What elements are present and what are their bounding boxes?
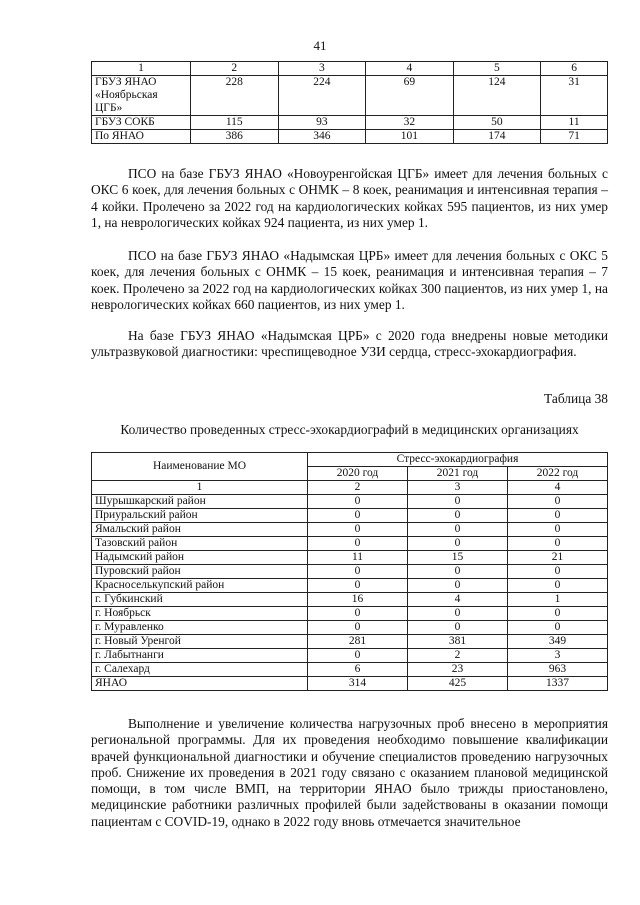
table-row [92, 76, 608, 116]
table-cell: 93 [278, 116, 366, 130]
table-cell: 1 [508, 593, 608, 607]
table-row [92, 509, 608, 523]
table-cell: 0 [308, 621, 408, 635]
table-cell: 0 [308, 579, 408, 593]
column-header-mo: Наименование МО [92, 453, 308, 481]
table-cell: 0 [508, 537, 608, 551]
table-cell: 4 [408, 593, 508, 607]
table-cell: 0 [408, 495, 508, 509]
table-cell: 6 [308, 663, 408, 677]
table-cell: 15 [408, 551, 508, 565]
table-cell: 228 [191, 76, 279, 116]
table-cell: 963 [508, 663, 608, 677]
table-cell: 6 [541, 62, 608, 76]
table-cell: 0 [308, 523, 408, 537]
table-cell: 2 [408, 649, 508, 663]
table-label: Таблица 38 [544, 391, 608, 406]
table-cell: г. Ноябрьск [92, 607, 308, 621]
table-cell: 174 [453, 130, 541, 144]
table-cell: 0 [308, 565, 408, 579]
table-cell: г. Лабытнанги [92, 649, 308, 663]
table-row [92, 621, 608, 635]
table-cell: 124 [453, 76, 541, 116]
table-cell: По ЯНАО [92, 130, 191, 144]
table-cell: 0 [308, 607, 408, 621]
table-row [92, 635, 608, 649]
table-cell: 3 [408, 481, 508, 495]
table-cell: г. Муравленко [92, 621, 308, 635]
table-cell: ГБУЗ ЯНАО «Ноябрьская ЦГБ» [92, 76, 191, 116]
table-cell: 3 [508, 649, 608, 663]
table-cell: ЯНАО [92, 677, 308, 691]
table-cell: 0 [308, 649, 408, 663]
table-cell: 0 [508, 579, 608, 593]
table-cell: 281 [308, 635, 408, 649]
table-title: Количество проведенных стресс-эхокардиографий в медицинских организациях [120, 422, 579, 437]
column-header-year: 2020 год [308, 467, 408, 481]
table-cell: 4 [508, 481, 608, 495]
paragraph-new-methods: На базе ГБУЗ ЯНАО «Надымская ЦРБ» с 2020 года внедрены новые методики ультразвуковой диагностики: чреспищеводное УЗИ сердца, стресс-эхокардиография. [91, 328, 608, 360]
stress-echo-table [91, 452, 608, 691]
continued-table [91, 61, 608, 144]
table-cell: Пуровский район [92, 565, 308, 579]
table-cell: 0 [408, 579, 508, 593]
table-cell: 115 [191, 116, 279, 130]
table-cell: 101 [366, 130, 454, 144]
table-cell: 0 [408, 621, 508, 635]
column-header-year: 2021 год [408, 467, 508, 481]
table-cell: 0 [308, 509, 408, 523]
table-cell: 1 [92, 481, 308, 495]
page-number: 41 [313, 38, 327, 53]
table-cell: 0 [408, 509, 508, 523]
table-cell: 11 [308, 551, 408, 565]
stress-echo-table-body [92, 495, 608, 691]
table-cell: 0 [508, 523, 608, 537]
table-cell: 23 [408, 663, 508, 677]
table-cell: 0 [408, 523, 508, 537]
table-row [92, 663, 608, 677]
table-row [92, 537, 608, 551]
table-cell: г. Салехард [92, 663, 308, 677]
table-row [92, 551, 608, 565]
table-row [92, 593, 608, 607]
table-row [92, 565, 608, 579]
table-cell: 50 [453, 116, 541, 130]
table-row [92, 523, 608, 537]
table-row [92, 495, 608, 509]
table-cell: 349 [508, 635, 608, 649]
table-cell: 0 [408, 565, 508, 579]
table-cell: 0 [408, 537, 508, 551]
table-cell: 346 [278, 130, 366, 144]
table-cell: 0 [508, 509, 608, 523]
table-cell: Приуральский район [92, 509, 308, 523]
table-cell: 0 [508, 607, 608, 621]
table-cell: Шурышкарский район [92, 495, 308, 509]
table-cell: 2 [308, 481, 408, 495]
table-row [92, 579, 608, 593]
column-header-group: Стресс-эхокардиография [308, 453, 608, 467]
table-cell: Ямальский район [92, 523, 308, 537]
table-cell: 5 [453, 62, 541, 76]
table-cell: 1 [92, 62, 191, 76]
table-cell: Тазовский район [92, 537, 308, 551]
table-cell: 1337 [508, 677, 608, 691]
table-cell: 32 [366, 116, 454, 130]
paragraph-pso-nadym: ПСО на базе ГБУЗ ЯНАО «Надымская ЦРБ» имеет для лечения больных с ОКС 5 коек, для лечения больных с ОНМК – 15 коек, реанимация и интенсивная терапия – 7 коек. Пролечено за 2022 год на кардиологических койках 300 пациентов, из них умер 1, на неврологических койках 660 пациентов, из них умер 1. [91, 248, 608, 312]
table-cell: г. Новый Уренгой [92, 635, 308, 649]
table-cell: 425 [408, 677, 508, 691]
table-cell: 314 [308, 677, 408, 691]
table-cell: 0 [308, 495, 408, 509]
table-header-row [92, 62, 608, 76]
table-cell: Надымский район [92, 551, 308, 565]
table-cell: 16 [308, 593, 408, 607]
table-cell: ГБУЗ СОКБ [92, 116, 191, 130]
table-number-row [92, 481, 608, 495]
table-cell: 0 [508, 621, 608, 635]
table-row [92, 116, 608, 130]
table-cell: 381 [408, 635, 508, 649]
table-cell: 71 [541, 130, 608, 144]
paragraph-pso-novy-urengoy: ПСО на базе ГБУЗ ЯНАО «Новоуренгойская ЦГБ» имеет для лечения больных с ОКС 6 коек, для лечения больных с ОНМК – 8 коек, реанимация и интенсивная терапия – 4 койки. Пролечено за 2022 год на кардиологических койках 595 пациентов, из них умер 1, на неврологических койках 924 пациента, из них умер 1. [91, 166, 608, 230]
table-cell: 2 [191, 62, 279, 76]
table-cell: 11 [541, 116, 608, 130]
table-header-row [92, 453, 608, 467]
table-cell: 31 [541, 76, 608, 116]
table-cell: 0 [508, 565, 608, 579]
table-row [92, 130, 608, 144]
table-cell: 21 [508, 551, 608, 565]
column-header-year: 2022 год [508, 467, 608, 481]
table-cell: 386 [191, 130, 279, 144]
table-cell: Красноселькупский район [92, 579, 308, 593]
table-cell: 0 [408, 607, 508, 621]
table-cell: 4 [366, 62, 454, 76]
table-row [92, 649, 608, 663]
table-cell: г. Губкинский [92, 593, 308, 607]
table-cell: 0 [508, 495, 608, 509]
table-row [92, 607, 608, 621]
table-cell: 3 [278, 62, 366, 76]
table-cell: 69 [366, 76, 454, 116]
paragraph-load-tests: Выполнение и увеличение количества нагрузочных проб внесено в мероприятия региональной программы. Для их проведения необходимо повышение квалификации врачей функциональной диагностики и обучение специалистов проведению нагрузочных проб. Снижение их проведения в 2021 году связано с оказанием плановой медицинской помощи, в том числе ВМП, на территории ЯНАО было трижды приостановлено, медицинские работники различных профилей были задействованы в оказании помощи пациентам с COVID-19, однако в 2022 году вновь отмечается значительное [91, 716, 608, 829]
table-row [92, 677, 608, 691]
table-cell: 224 [278, 76, 366, 116]
table-cell: 0 [308, 537, 408, 551]
